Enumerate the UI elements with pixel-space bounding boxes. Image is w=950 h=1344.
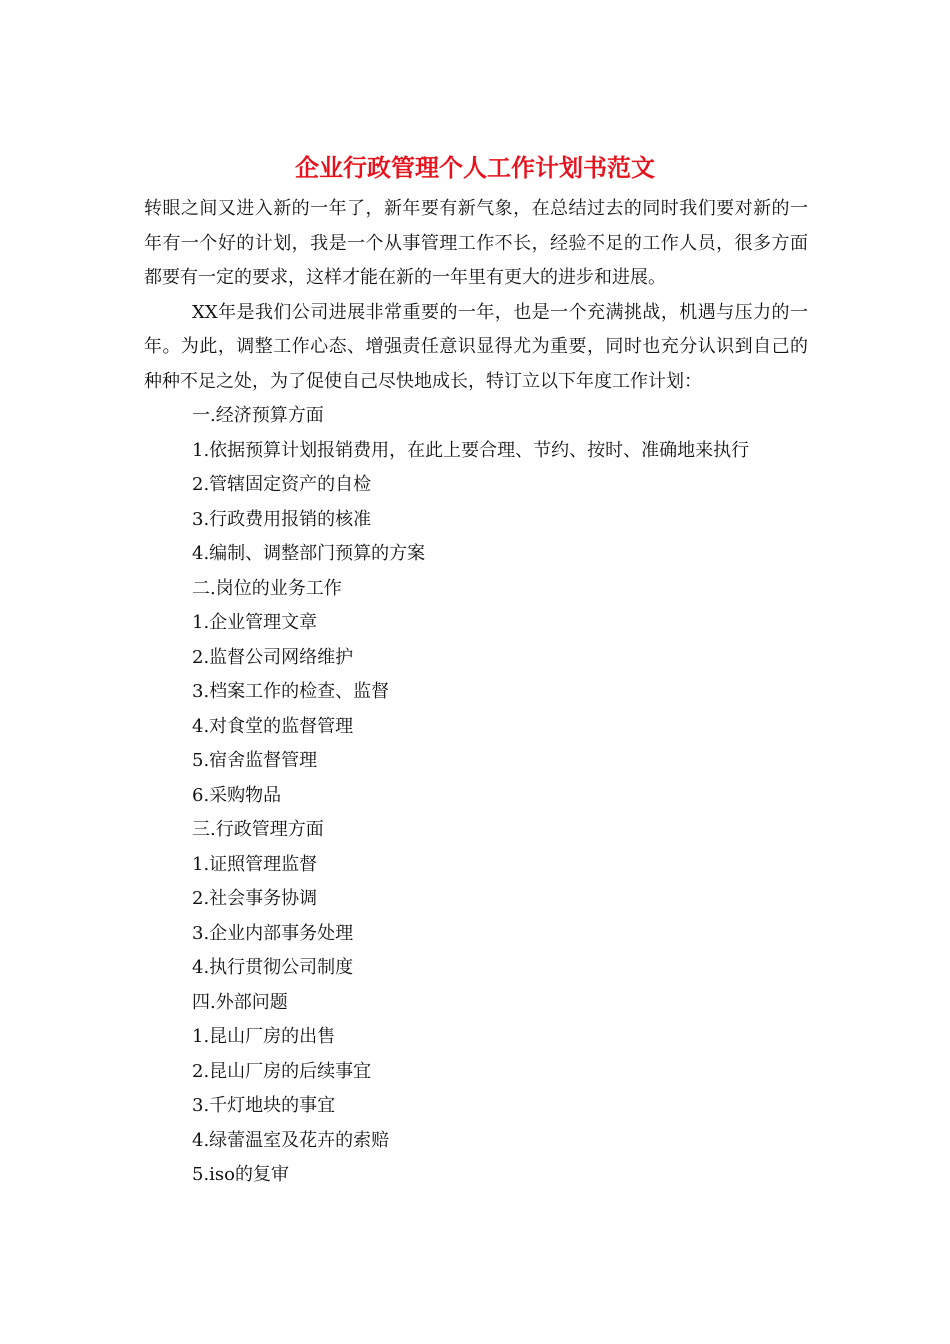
intro-paragraph: 转眼之间又进入新的一年了，新年要有新气象，在总结过去的同时我们要对新的一年有一个好的计划，我是一个从事管理工作不长，经验不足的工作人员，很多方面都要有一定的要求，这样才能在新的一年里有更大的进步和进展。 xyxy=(144,198,808,288)
list-item: 5.iso的复审 xyxy=(192,1164,290,1185)
list-item: 3.档案工作的检查、监督 xyxy=(192,681,390,702)
section-heading-1: 一.经济预算方面 xyxy=(192,405,324,426)
list-item: 4.对食堂的监督管理 xyxy=(192,715,354,737)
list-item: 4.执行贯彻公司制度 xyxy=(192,957,354,978)
list-item: 2.昆山厂房的后续事宜 xyxy=(192,1060,372,1082)
list-item: 3.千灯地块的事宜 xyxy=(192,1095,336,1116)
list-item: 3.企业内部事务处理 xyxy=(192,922,354,944)
plan-paragraph: XX年是我们公司进展非常重要的一年，也是一个充满挑战，机遇与压力的一年。为此，调整工作心态、增强责任意识显得尤为重要，同时也充分认识到自己的种种不足之处，为了促使自己尽快地成长，特订立以下年度工作计划： xyxy=(144,301,808,392)
list-item: 1.企业管理文章 xyxy=(192,612,318,633)
list-item: 4.绿蕾温室及花卉的索赔 xyxy=(192,1129,390,1151)
document-body xyxy=(144,192,808,1193)
section-heading-4: 四.外部问题 xyxy=(192,991,288,1013)
list-item: 3.行政费用报销的核准 xyxy=(192,508,372,530)
list-item: 5.宿舍监督管理 xyxy=(192,750,318,771)
list-item: 6.采购物品 xyxy=(192,784,282,806)
list-item: 1.依据预算计划报销费用，在此上要合理、节约、按时、准确地来执行 xyxy=(192,439,750,461)
list-item: 1.昆山厂房的出售 xyxy=(192,1026,336,1047)
list-item: 1.证照管理监督 xyxy=(192,853,318,875)
list-item: 2.监督公司网络维护 xyxy=(192,646,354,668)
list-item: 2.社会事务协调 xyxy=(192,888,318,909)
section-heading-2: 二.岗位的业务工作 xyxy=(192,577,342,599)
document-title: 企业行政管理个人工作计划书范文 xyxy=(295,153,655,182)
list-item: 4.编制、调整部门预算的方案 xyxy=(192,543,426,564)
section-heading-3: 三.行政管理方面 xyxy=(192,819,324,840)
list-item: 2.管辖固定资产的自检 xyxy=(192,474,372,495)
